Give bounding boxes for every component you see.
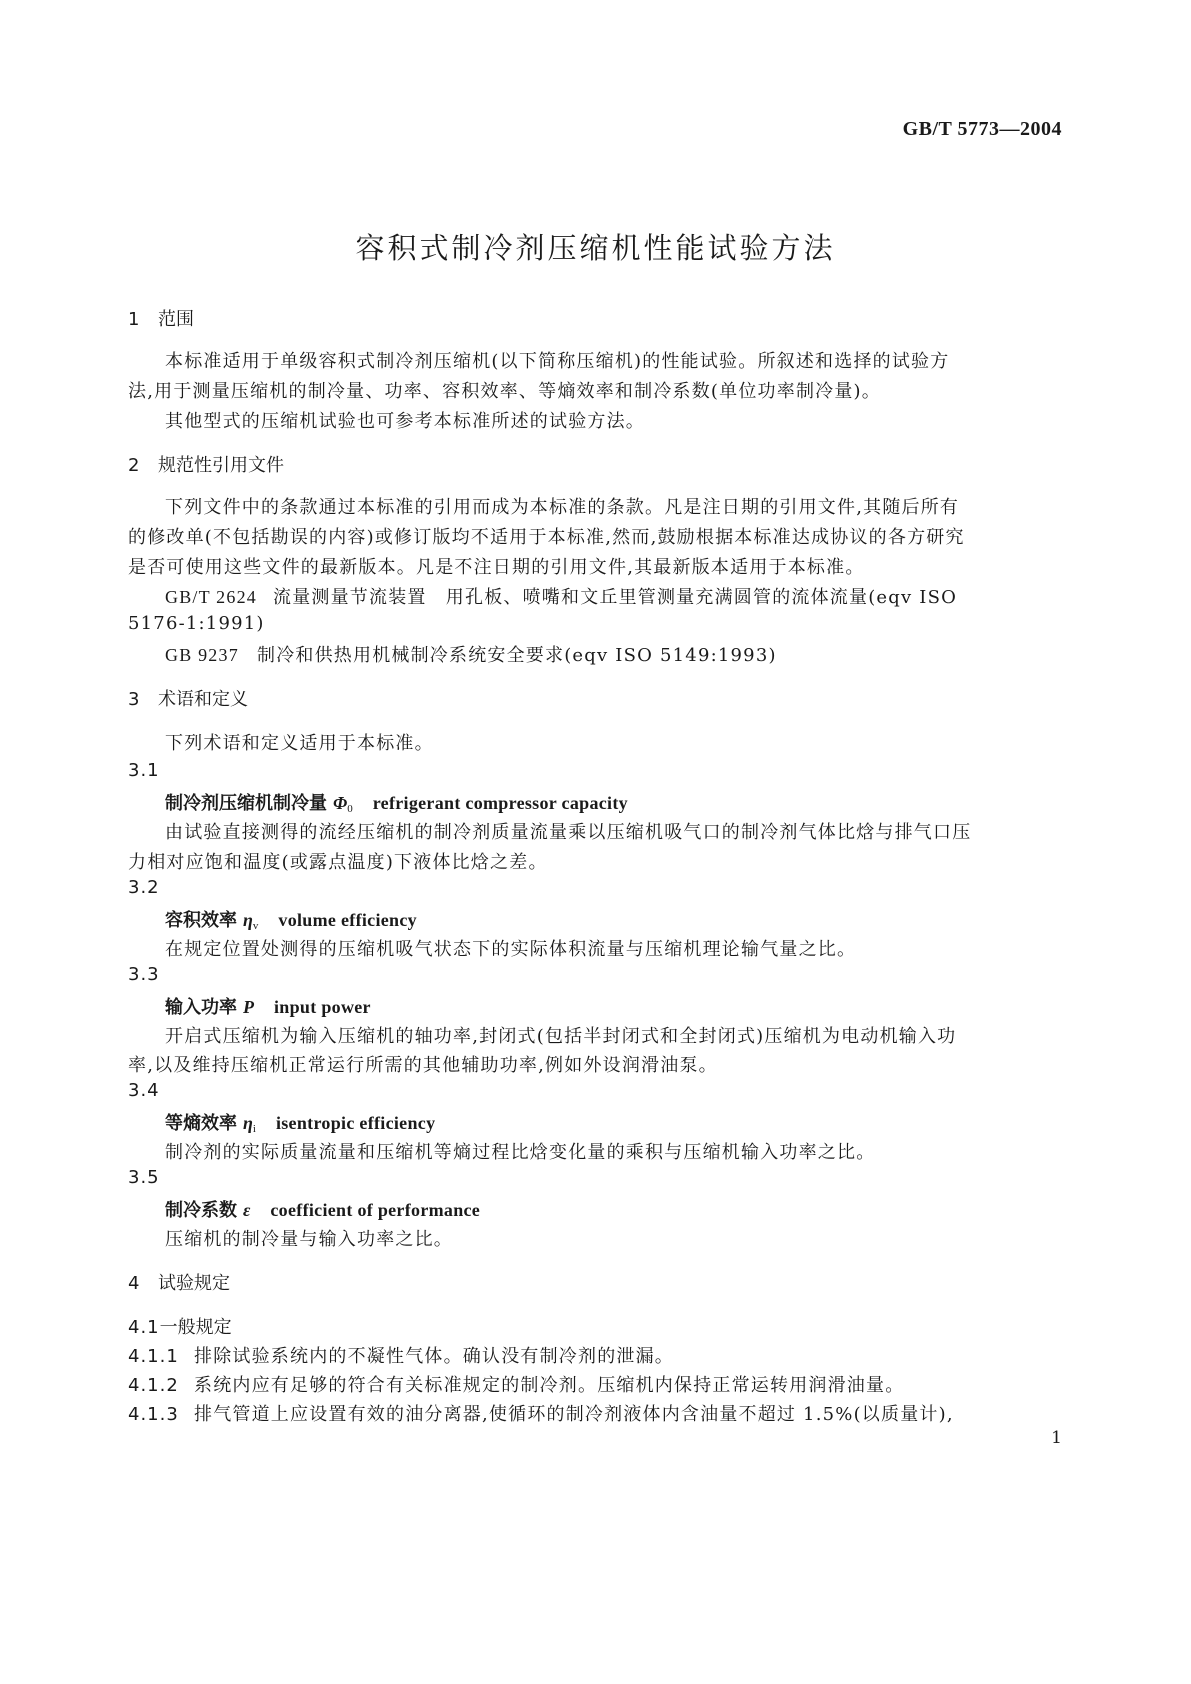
clause-number: 4.1.1 — [128, 1346, 179, 1367]
term-zh: 制冷系数 — [165, 1200, 237, 1221]
paragraph-line: 下列术语和定义适用于本标准。 — [165, 733, 434, 754]
paragraph-line: 法,用于测量压缩机的制冷量、功率、容积效率、等熵效率和制冷系数(单位功率制冷量)。 — [128, 381, 881, 402]
definition-line: 在规定位置处测得的压缩机吸气状态下的实际体积流量与压缩机理论输气量之比。 — [165, 939, 857, 960]
term-entry — [165, 1109, 435, 1135]
term-entry — [165, 1196, 480, 1222]
definition-line: 开启式压缩机为输入压缩机的轴功率,封闭式(包括半封闭式和全封闭式)压缩机为电动机输入功 — [165, 1026, 957, 1047]
section-title: 范围 — [158, 309, 194, 330]
clause-4-1-2 — [128, 1371, 904, 1397]
term-en: refrigerant compressor capacity — [372, 793, 628, 813]
definition-line: 制冷剂的实际质量流量和压缩机等熵过程比焓变化量的乘积与压缩机输入功率之比。 — [165, 1142, 876, 1163]
clause-number: 3.4 — [128, 1080, 160, 1101]
clause-4-1-heading — [128, 1313, 232, 1339]
clause-text: 排气管道上应设置有效的油分离器,使循环的制冷剂液体内含油量不超过 1.5%(以质量计), — [194, 1404, 954, 1425]
term-symbol: $\eta_i$ — [243, 1113, 256, 1135]
section-title: 术语和定义 — [158, 689, 248, 710]
term-zh: 制冷剂压缩机制冷量 — [165, 793, 327, 814]
clause-number: 3.3 — [128, 964, 160, 985]
clause-text: 系统内应有足够的符合有关标准规定的制冷剂。压缩机内保持正常运转用润滑油量。 — [194, 1375, 905, 1396]
reference-entry — [165, 641, 777, 667]
section-number: 1 — [128, 309, 140, 330]
term-zh: 容积效率 — [165, 910, 237, 931]
page-number: 1 — [1051, 1428, 1062, 1448]
section-number: 4 — [128, 1273, 140, 1294]
term-entry — [165, 789, 628, 815]
clause-title: 一般规定 — [159, 1317, 232, 1338]
section-2-heading — [128, 451, 284, 477]
paragraph-line: 本标准适用于单级容积式制冷剂压缩机(以下简称压缩机)的性能试验。所叙述和选择的试验方 — [165, 351, 950, 372]
clause-number: 4.1.3 — [128, 1404, 179, 1425]
term-symbol: ε — [243, 1200, 251, 1220]
term-en: input power — [274, 997, 371, 1017]
term-symbol: P — [243, 997, 254, 1017]
definition-line: 率,以及维持压缩机正常运行所需的其他辅助功率,例如外设润滑油泵。 — [128, 1055, 718, 1076]
definition-line: 压缩机的制冷量与输入功率之比。 — [165, 1229, 453, 1250]
term-en: volume efficiency — [278, 910, 417, 930]
term-en: isentropic efficiency — [275, 1113, 436, 1133]
term-en: coefficient of performance — [270, 1200, 481, 1220]
paragraph-line: 的修改单(不包括勘误的内容)或修订版均不适用于本标准,然而,鼓励根据本标准达成协议的各方研究 — [128, 527, 965, 548]
section-3-heading — [128, 685, 248, 711]
term-entry — [165, 906, 417, 932]
clause-number: 3.2 — [128, 877, 160, 898]
clause-4-1-1 — [128, 1342, 674, 1368]
clause-number: 3.5 — [128, 1167, 160, 1188]
clause-number: 3.1 — [128, 760, 160, 781]
term-zh: 等熵效率 — [165, 1113, 237, 1134]
term-symbol: $\eta_v$ — [243, 910, 259, 932]
section-number: 2 — [128, 455, 140, 476]
standard-code: GB/T 5773—2004 — [902, 118, 1062, 140]
section-title: 试验规定 — [158, 1273, 230, 1294]
section-4-heading — [128, 1269, 230, 1295]
paragraph-line: 其他型式的压缩机试验也可参考本标准所述的试验方法。 — [165, 411, 645, 432]
document-title: 容积式制冷剂压缩机性能试验方法 — [355, 231, 836, 265]
reference-title: 流量测量节流装置 用孔板、喷嘴和文丘里管测量充满圆管的流体流量(eqv ISO — [273, 587, 958, 608]
section-1-heading — [128, 305, 194, 331]
clause-number: 4.1.2 — [128, 1375, 179, 1396]
clause-4-1-3 — [128, 1400, 954, 1426]
reference-code: GB/T 2624 — [165, 587, 257, 607]
term-entry — [165, 993, 371, 1019]
reference-code: GB 9237 — [165, 645, 239, 665]
paragraph-line: 下列文件中的条款通过本标准的引用而成为本标准的条款。凡是注日期的引用文件,其随后所有 — [165, 497, 960, 518]
definition-line: 由试验直接测得的流经压缩机的制冷剂质量流量乘以压缩机吸气口的制冷剂气体比焓与排气口压 — [165, 822, 972, 843]
clause-number: 4.1 — [128, 1317, 160, 1338]
reference-title: 制冷和供热用机械制冷系统安全要求(eqv ISO 5149:1993) — [257, 645, 777, 666]
reference-continuation: 5176-1:1991) — [128, 613, 265, 634]
reference-entry — [165, 583, 957, 609]
clause-text: 排除试验系统内的不凝性气体。确认没有制冷剂的泄漏。 — [194, 1346, 674, 1367]
term-zh: 输入功率 — [165, 997, 237, 1018]
term-symbol: $\Phi_0$ — [333, 793, 353, 815]
paragraph-line: 是否可使用这些文件的最新版本。凡是不注日期的引用文件,其最新版本适用于本标准。 — [128, 557, 865, 578]
section-number: 3 — [128, 689, 140, 710]
section-title: 规范性引用文件 — [158, 455, 284, 476]
definition-line: 力相对应饱和温度(或露点温度)下液体比焓之差。 — [128, 852, 548, 873]
